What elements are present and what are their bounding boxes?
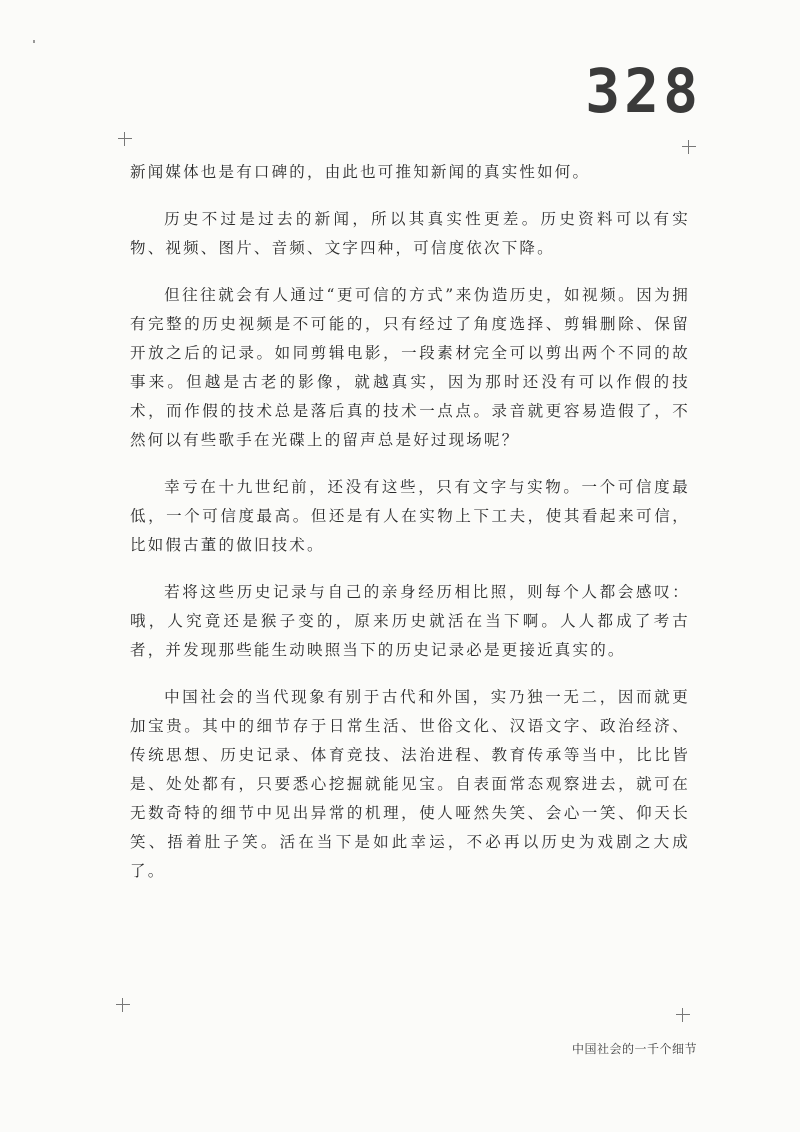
page-number: 328 — [585, 55, 702, 127]
paragraph: 若将这些历史记录与自己的亲身经历相比照，则每个人都会感叹：哦，人究竟还是猴子变的，原来历史就活在当下啊。人人都成了考古者，并发现那些能生动映照当下的历史记录必是更接近真实的。 — [130, 583, 690, 659]
crop-mark-top-right — [682, 140, 696, 154]
crop-mark-top-left — [118, 132, 132, 146]
paragraph: 幸亏在十九世纪前，还没有这些，只有文字与实物。一个可信度最低，一个可信度最高。但还是有人在实物上下工夫，使其看起来可信，比如假古董的做旧技术。 — [130, 478, 690, 554]
paragraph: 历史不过是过去的新闻，所以其真实性更差。历史资料可以有实物、视频、图片、音频、文字四种，可信度依次下降。 — [130, 210, 690, 257]
scan-speck — [33, 40, 35, 43]
paragraph-continued: 新闻媒体也是有口碑的，由此也可推知新闻的真实性如何。 — [130, 163, 591, 181]
running-footer: 中国社会的一千个细节 — [572, 1042, 698, 1056]
paragraph: 中国社会的当代现象有别于古代和外国，实乃独一无二，因而就更加宝贵。其中的细节存于日常生活、世俗文化、汉语文字、政治经济、传统思想、历史记录、体育竞技、法治进程、教育传承等当中，比比皆是、处处都有，只要悉心挖掘就能见宝。自表面常态观察进去，就可在无数奇特的细节中见出异常的机理，使人哑然失笑、会心一笑、仰天长笑、捂着肚子笑。活在当下是如此幸运，不必再以历史为戏剧之大成了。 — [130, 688, 690, 880]
paragraph: 但往往就会有人通过“更可信的方式”来伪造历史，如视频。因为拥有完整的历史视频是不可能的，只有经过了角度选择、剪辑删除、保留开放之后的记录。如同剪辑电影，一段素材完全可以剪出两个不同的故事来。但越是古老的影像，就越真实，因为那时还没有可以作假的技术，而作假的技术总是落后真的技术一点点。录音就更容易造假了，不然何以有些歌手在光碟上的留声总是好过现场呢？ — [130, 286, 690, 449]
body-text — [130, 158, 690, 904]
crop-mark-bottom-left — [116, 998, 130, 1012]
crop-mark-bottom-right — [676, 1008, 690, 1022]
